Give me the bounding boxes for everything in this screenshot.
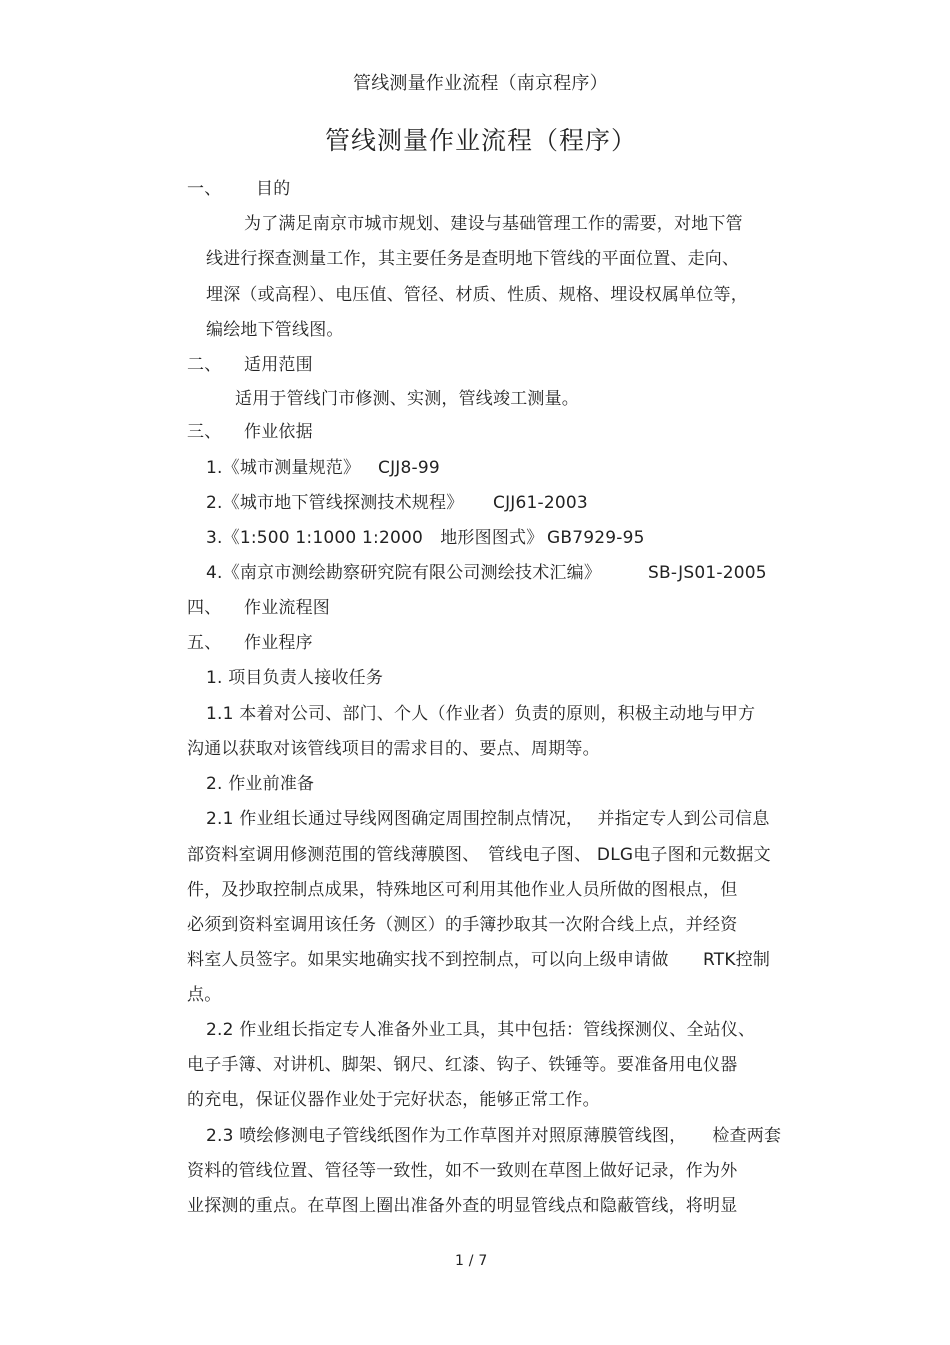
section-heading-2: 适用范围	[244, 355, 313, 375]
paragraph-line: 2.2 作业组长指定专人准备外业工具，其中包括：管线探测仪、全站仪、	[206, 1020, 756, 1040]
reference-title: 4.《南京市测绘勘察研究院有限公司测绘技术汇编》	[206, 563, 602, 583]
paragraph-line: 部资料室调用修测范围的管线薄膜图、 管线电子图、 DLG电子图和元数据文	[187, 845, 771, 865]
reference-code: CJJ8-99	[378, 458, 440, 478]
scope-text: 适用于管线门市修测、实测，管线竣工测量。	[235, 389, 579, 409]
section-number-5: 五、	[187, 633, 222, 653]
section-heading-3: 作业依据	[244, 422, 313, 442]
reference-title: 2.《城市地下管线探测技术规程》	[206, 493, 464, 513]
document-title: 管线测量作业流程（程序）	[325, 126, 638, 155]
purpose-text-line: 为了满足南京市城市规划、建设与基础管理工作的需要，对地下管	[244, 214, 743, 234]
paragraph-line: 2.3 喷绘修测电子管线纸图作为工作草图并对照原薄膜管线图， 检查两套	[206, 1126, 782, 1146]
subsection-heading: 1. 项目负责人接收任务	[206, 668, 384, 688]
subsection-heading: 2. 作业前准备	[206, 774, 315, 794]
reference-code: GB7929-95	[547, 528, 645, 548]
paragraph-line: 的充电，保证仪器作业处于完好状态，能够正常工作。	[187, 1090, 600, 1110]
paragraph-line: 必须到资料室调用该任务（测区）的手簿抄取其一次附合线上点，并经资	[187, 915, 738, 935]
paragraph-line: 1.1 本着对公司、部门、个人（作业者）负责的原则，积极主动地与甲方	[206, 704, 756, 724]
section-number-3: 三、	[187, 422, 222, 442]
reference-code: SB-JS01-2005	[648, 563, 767, 583]
paragraph-line: 业探测的重点。在草图上圈出准备外查的明显管线点和隐蔽管线，将明显	[187, 1196, 738, 1216]
section-heading-5: 作业程序	[244, 633, 313, 653]
section-number-4: 四、	[187, 598, 222, 618]
purpose-text-line: 埋深（或高程）、电压值、管径、材质、性质、规格、埋设权属单位等，	[206, 285, 748, 305]
paragraph-line: 件，及抄取控制点成果，特殊地区可利用其他作业人员所做的图根点，但	[187, 880, 738, 900]
section-heading-1: 目的	[256, 179, 291, 199]
running-header: 管线测量作业流程（南京程序）	[353, 73, 608, 94]
paragraph-line: 资料的管线位置、管径等一致性，如不一致则在草图上做好记录，作为外	[187, 1161, 738, 1181]
paragraph-line: 沟通以获取对该管线项目的需求目的、要点、周期等。	[187, 739, 600, 759]
purpose-text-line: 编绘地下管线图。	[206, 320, 344, 340]
paragraph-line: 料室人员签字。如果实地确实找不到控制点，可以向上级申请做 RTK控制	[187, 950, 771, 970]
reference-code: CJJ61-2003	[493, 493, 588, 513]
section-number-1: 一、	[187, 179, 222, 199]
section-number-2: 二、	[187, 355, 222, 375]
purpose-text-line: 线进行探查测量工作，其主要任务是查明地下管线的平面位置、走向、	[206, 249, 740, 269]
reference-title: 3.《1:500 1:1000 1:2000 地形图图式》	[206, 528, 544, 548]
reference-title: 1.《城市测量规范》	[206, 458, 361, 478]
page-number: 1 / 7	[455, 1253, 488, 1269]
paragraph-line: 2.1 作业组长通过导线网图确定周围控制点情况， 并指定专人到公司信息	[206, 809, 770, 829]
section-heading-4: 作业流程图	[244, 598, 330, 618]
paragraph-line: 点。	[187, 985, 222, 1005]
paragraph-line: 电子手簿、对讲机、脚架、钢尺、红漆、钩子、铁锤等。要准备用电仪器	[187, 1055, 738, 1075]
